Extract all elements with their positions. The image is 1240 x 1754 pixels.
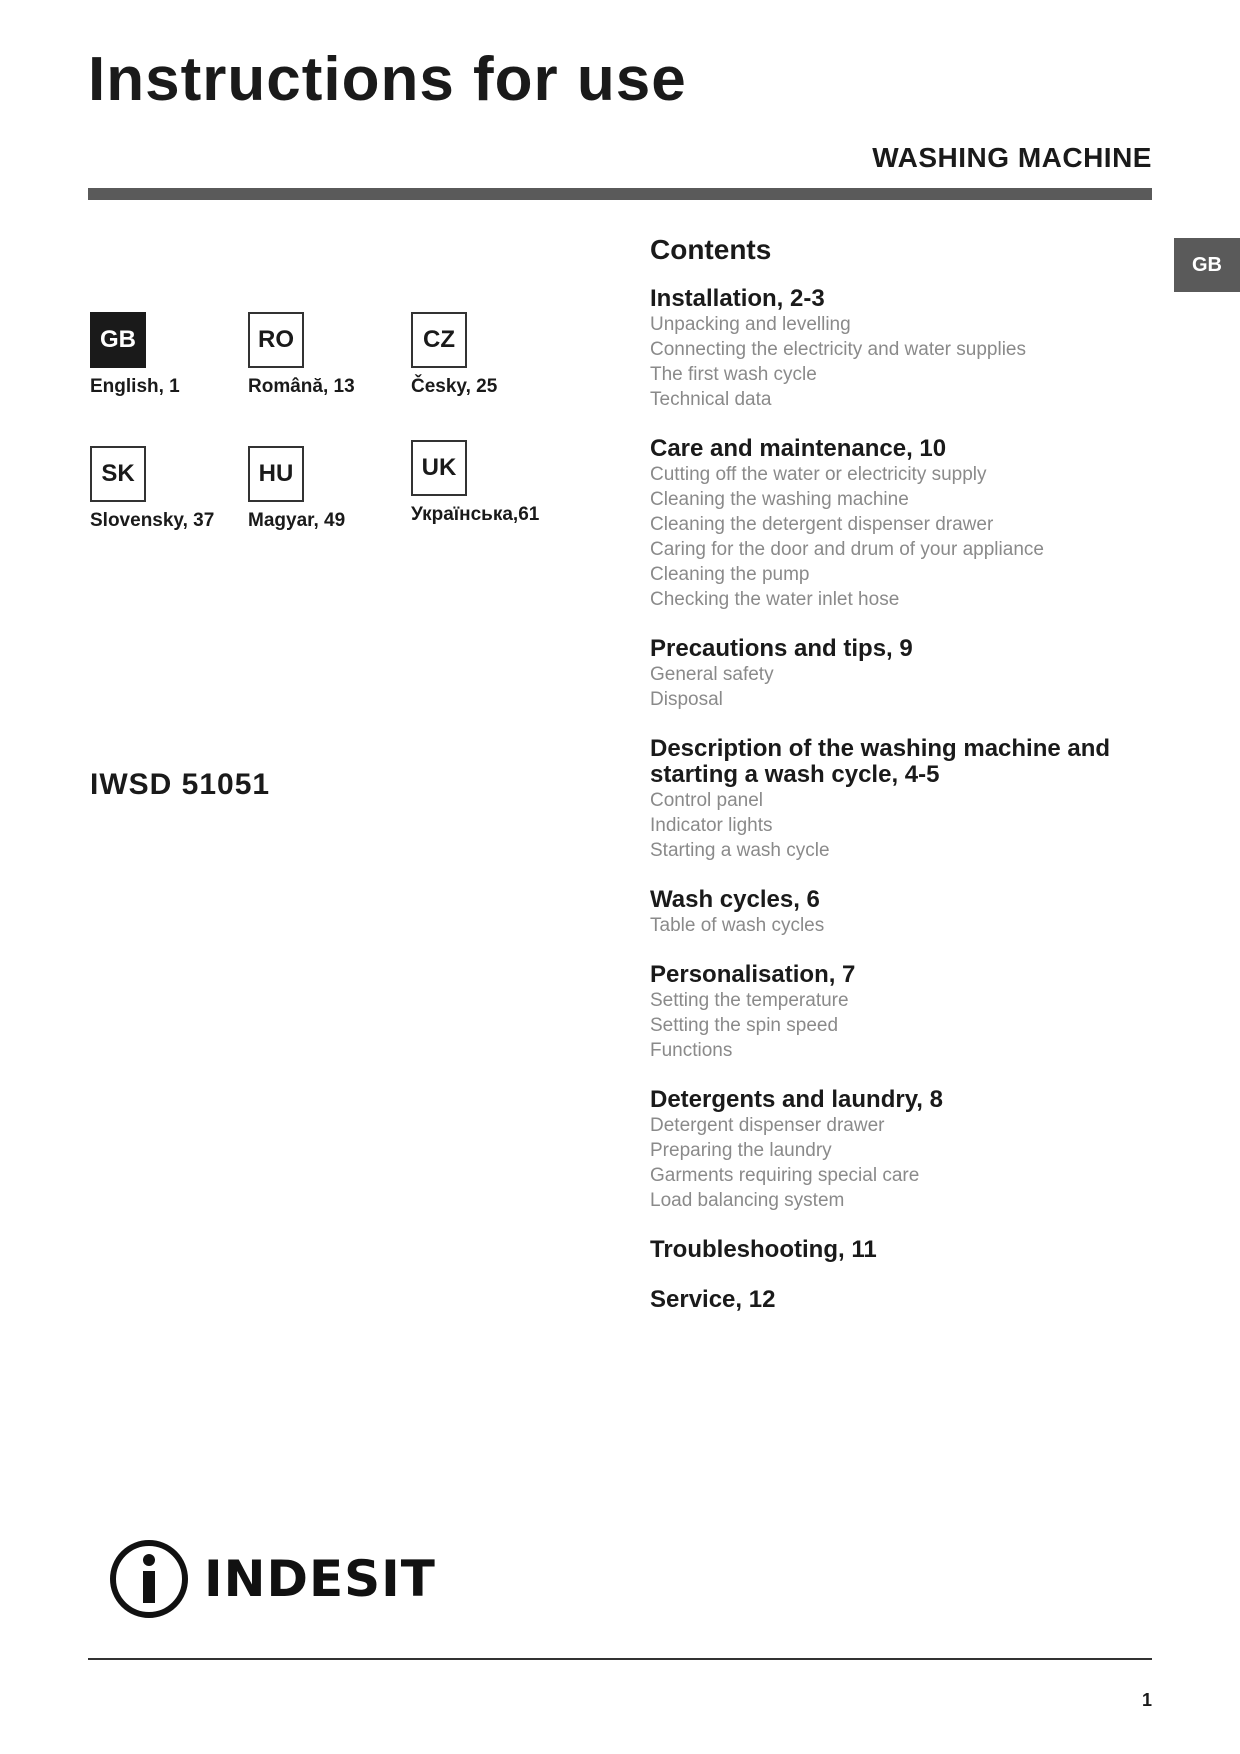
section-title[interactable]: Installation, 2-3	[650, 285, 825, 312]
section-item: Cleaning the washing machine	[650, 489, 909, 510]
section-item: General safety	[650, 664, 774, 685]
contents-section-personalisation	[650, 962, 1160, 1063]
section-item: Starting a wash cycle	[650, 840, 830, 861]
section-title[interactable]: Precautions and tips, 9	[650, 635, 913, 662]
section-item: Caring for the door and drum of your appliance	[650, 539, 1044, 560]
brand-name: INDESIT	[204, 1550, 436, 1608]
section-title[interactable]: Description of the washing machine and starting a wash cycle, 4-5	[650, 735, 1111, 788]
language-side-tab: GB	[1174, 238, 1240, 292]
section-item: Control panel	[650, 790, 764, 811]
section-item: Table of wash cycles	[650, 915, 825, 936]
section-item: Setting the temperature	[650, 990, 849, 1011]
indesit-i-logo-icon	[108, 1538, 190, 1620]
language-uk[interactable]	[411, 440, 581, 526]
contents-section-precautions	[650, 636, 1160, 712]
section-item: Functions	[650, 1040, 733, 1061]
language-code-badge: HU	[248, 446, 304, 502]
page-number: 1	[1141, 1690, 1152, 1710]
language-code-badge: UK	[411, 440, 467, 496]
footer-divider	[88, 1658, 1152, 1660]
language-code-badge: RO	[248, 312, 304, 368]
language-ro[interactable]	[248, 312, 418, 398]
language-cz[interactable]	[411, 312, 581, 398]
section-item: Load balancing system	[650, 1190, 845, 1211]
section-item: Preparing the laundry	[650, 1140, 832, 1161]
language-label: Magyar, 49	[248, 510, 346, 531]
section-title[interactable]: Detergents and laundry, 8	[650, 1086, 943, 1113]
language-label: English, 1	[90, 376, 180, 397]
page-title: Instructions for use	[88, 45, 687, 114]
section-title[interactable]: Wash cycles, 6	[650, 886, 820, 913]
section-title[interactable]: Care and maintenance, 10	[650, 435, 947, 462]
language-code-badge: GB	[90, 312, 146, 368]
contents-section-detergents	[650, 1087, 1160, 1213]
language-hu[interactable]	[248, 446, 418, 532]
contents-heading: Contents	[650, 234, 772, 265]
section-title[interactable]: Troubleshooting, 11	[650, 1236, 877, 1263]
section-title[interactable]: Personalisation, 7	[650, 961, 856, 988]
contents-section-service	[650, 1287, 1160, 1313]
section-item: Setting the spin speed	[650, 1015, 839, 1036]
language-code-badge: SK	[90, 446, 146, 502]
contents-section-description	[650, 736, 1160, 863]
contents-section-troubleshooting	[650, 1237, 1160, 1263]
header-divider	[88, 188, 1152, 200]
contents-section-wash-cycles	[650, 887, 1160, 938]
language-gb[interactable]	[90, 312, 260, 398]
section-item: Disposal	[650, 689, 723, 710]
section-item: Connecting the electricity and water supplies	[650, 339, 1026, 360]
section-item: Detergent dispenser drawer	[650, 1115, 885, 1136]
section-item: Indicator lights	[650, 815, 773, 836]
language-sk[interactable]	[90, 446, 260, 532]
language-label: Română, 13	[248, 376, 355, 397]
section-item: Garments requiring special care	[650, 1165, 920, 1186]
section-item: The first wash cycle	[650, 364, 817, 385]
brand-logo	[108, 1538, 436, 1620]
section-item: Technical data	[650, 389, 772, 410]
table-of-contents	[650, 234, 1160, 1337]
model-number: IWSD 51051	[90, 768, 271, 801]
language-code-badge: CZ	[411, 312, 467, 368]
language-label: Slovensky, 37	[90, 510, 215, 531]
section-item: Cutting off the water or electricity supply	[650, 464, 987, 485]
section-item: Checking the water inlet hose	[650, 589, 900, 610]
section-title[interactable]: Service, 12	[650, 1286, 776, 1313]
section-item: Cleaning the pump	[650, 564, 810, 585]
contents-section-care	[650, 436, 1160, 612]
section-item: Unpacking and levelling	[650, 314, 851, 335]
section-item: Cleaning the detergent dispenser drawer	[650, 514, 994, 535]
language-label: Česky, 25	[411, 376, 498, 397]
language-label: Українська,61	[411, 504, 540, 525]
contents-section-installation	[650, 286, 1160, 412]
product-type: WASHING MACHINE	[872, 142, 1152, 173]
